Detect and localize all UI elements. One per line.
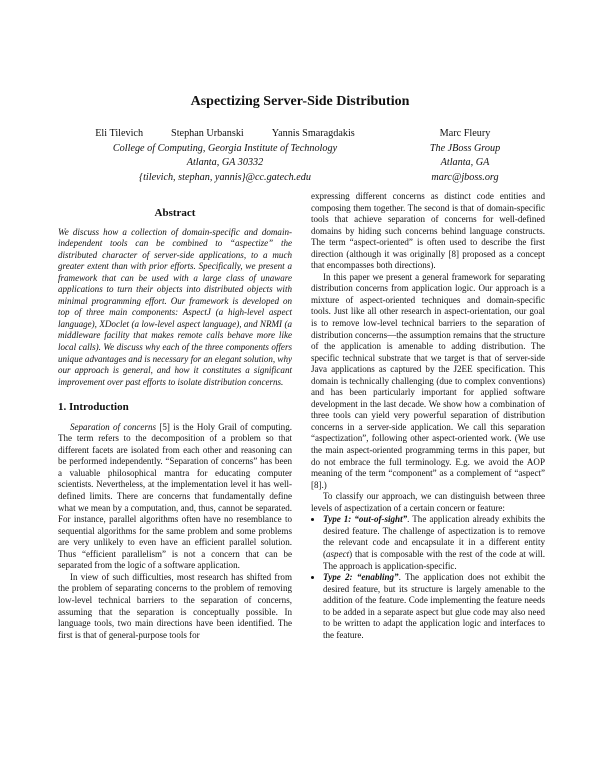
aspectization-levels-list [311,514,545,641]
left-column [58,208,292,641]
list-item-text: ) that is composable with the rest of the code at will. The approach is application-specific. [323,548,545,571]
right-column [311,191,545,641]
list-item [323,572,545,641]
author-name: Eli Tilevich [95,128,144,139]
affiliation: The JBoss Group [429,142,501,154]
author-name: Stephan Urbanski [171,128,244,139]
abstract-heading: Abstract [154,207,196,219]
author-affiliation-gatech [60,127,390,185]
location: Atlanta, GA [440,157,490,169]
affiliation: College of Computing, Georgia Institute of Technology [112,142,338,154]
paper-title: Aspectizing Server-Side Distribution [190,94,410,109]
list-item [323,514,545,572]
intro-paragraph-3: In this paper we present a general framework for separating distribution concerns from application logic. Our approach is a mixture of aspect-oriented techniques and domain-specific tools. Just like all other research in aspect-orientation, our goal is to remove low-level technical barriers to the separation of distribution concerns—the assumption remains that the structure of the application is amenable to adding distribution. The specific technical substrate that we target is that of server-side Java applications as captured by the J2EE specification. This domain is technically challenging (due to complex conventions) and has been particularly important for applied software development in the last decade. We show how a combination of three tools can yield very powerful separation of distribution concerns in a server-side application. We call this separation “aspectization”, following other aspect-oriented work. (We use the main aspect-oriented programming terms in this paper, but do not embrace the full terminology. E.g. we avoid the AOP meaning of the term “component” as a complement of “aspect” [8].) [311,271,545,490]
intro-paragraph-2-continued: expressing different concerns as distinct code entities and composing them together. The second is that of domain-specific tools that achieve separation of concerns for well-defined domains by hiding such concerns behind language constructs. The term “aspect-oriented” is often used to describe the first direction (although it was originally [8] proposed as a concept that encompasses both directions). [311,191,545,271]
author-name: Marc Fleury [439,128,491,139]
list-item-text: . The application does not exhibit the desired feature, but its structure is largely amenable to the addition of the feature. Code implementing the feature needs to be added in a separate aspect but glue code may also need to be written to adapt the application logic and interfaces to the feature. [323,572,546,640]
author-affiliation-jboss [395,127,535,185]
author-name: Yannis Smaragdakis [271,128,355,139]
email: marc@jboss.org [431,171,499,183]
list-item-label: Type 2: “enabling” [323,572,399,583]
section-heading-introduction: 1. Introduction [58,401,129,414]
emphasis: Separation of concerns [70,421,157,432]
email: {tilevich, stephan, yannis}@cc.gatech.edu [139,171,311,183]
author-names [60,127,390,142]
abstract-text: We discuss how a collection of domain-specific and domain-independent tools can be combined to “aspectize” the distributed character of server-side applications, to a much greater extent than with prior efforts. Specifically, we present a framework that can be used with a large class of unaware applications to turn their objects into distributed objects with minimal programming effort. Our framework is developed on top of three main components: AspectJ (a high-level aspect language), XDoclet (a low-level aspect language), and NRMI (a middleware facility that makes remote calls behave more like local calls). We discuss why each of the three components offers unique advantages and is necessary for an elegant solution, why our approach is general, and how it constitutes a significant improvement over past efforts to isolate distribution concerns. [58,226,292,387]
list-item-text: . The application already exhibits the desired feature. The challenge of aspectization is to remove the relevant code and encapsulate it in a different entity ( [323,514,545,559]
intro-paragraph-1 [58,422,292,572]
intro-paragraph-2: In view of such difficulties, most research has shifted from the problem of separating concerns to the problem of removing low-level technical barriers to the separation of concerns, assuming that the separation is conceptually possible. In language tools, two main directions have been identified. The first is that of general-purpose tools for [58,571,292,640]
list-item-label: Type 1: “out-of-sight” [323,514,408,525]
location: Atlanta, GA 30332 [186,157,264,169]
paragraph-text: [5] is the Holy Grail of computing. The term refers to the decomposition of a problem so that different facets are isolated from each other and reasoning can be performed independently. “Separation of concerns” has been a valuable philosophical mantra for educating computer scientists. Nevertheless, at the implementation level it has well-defined limits. There are concerns that fundamentally define what we mean by a computation, and, thus, cannot be separated. For instance, parallel algorithms often have no resemblance to sequential algorithms for the same problem and some problems are very unlikely to even have an efficient parallel solution. Thus “efficient parallelism” is not a concern that can be separated from the logic of a software application. [58,421,292,571]
emphasis: aspect [326,548,350,559]
intro-paragraph-4: To classify our approach, we can distinguish between three levels of aspectization of a certain concern or feature: [311,491,545,513]
